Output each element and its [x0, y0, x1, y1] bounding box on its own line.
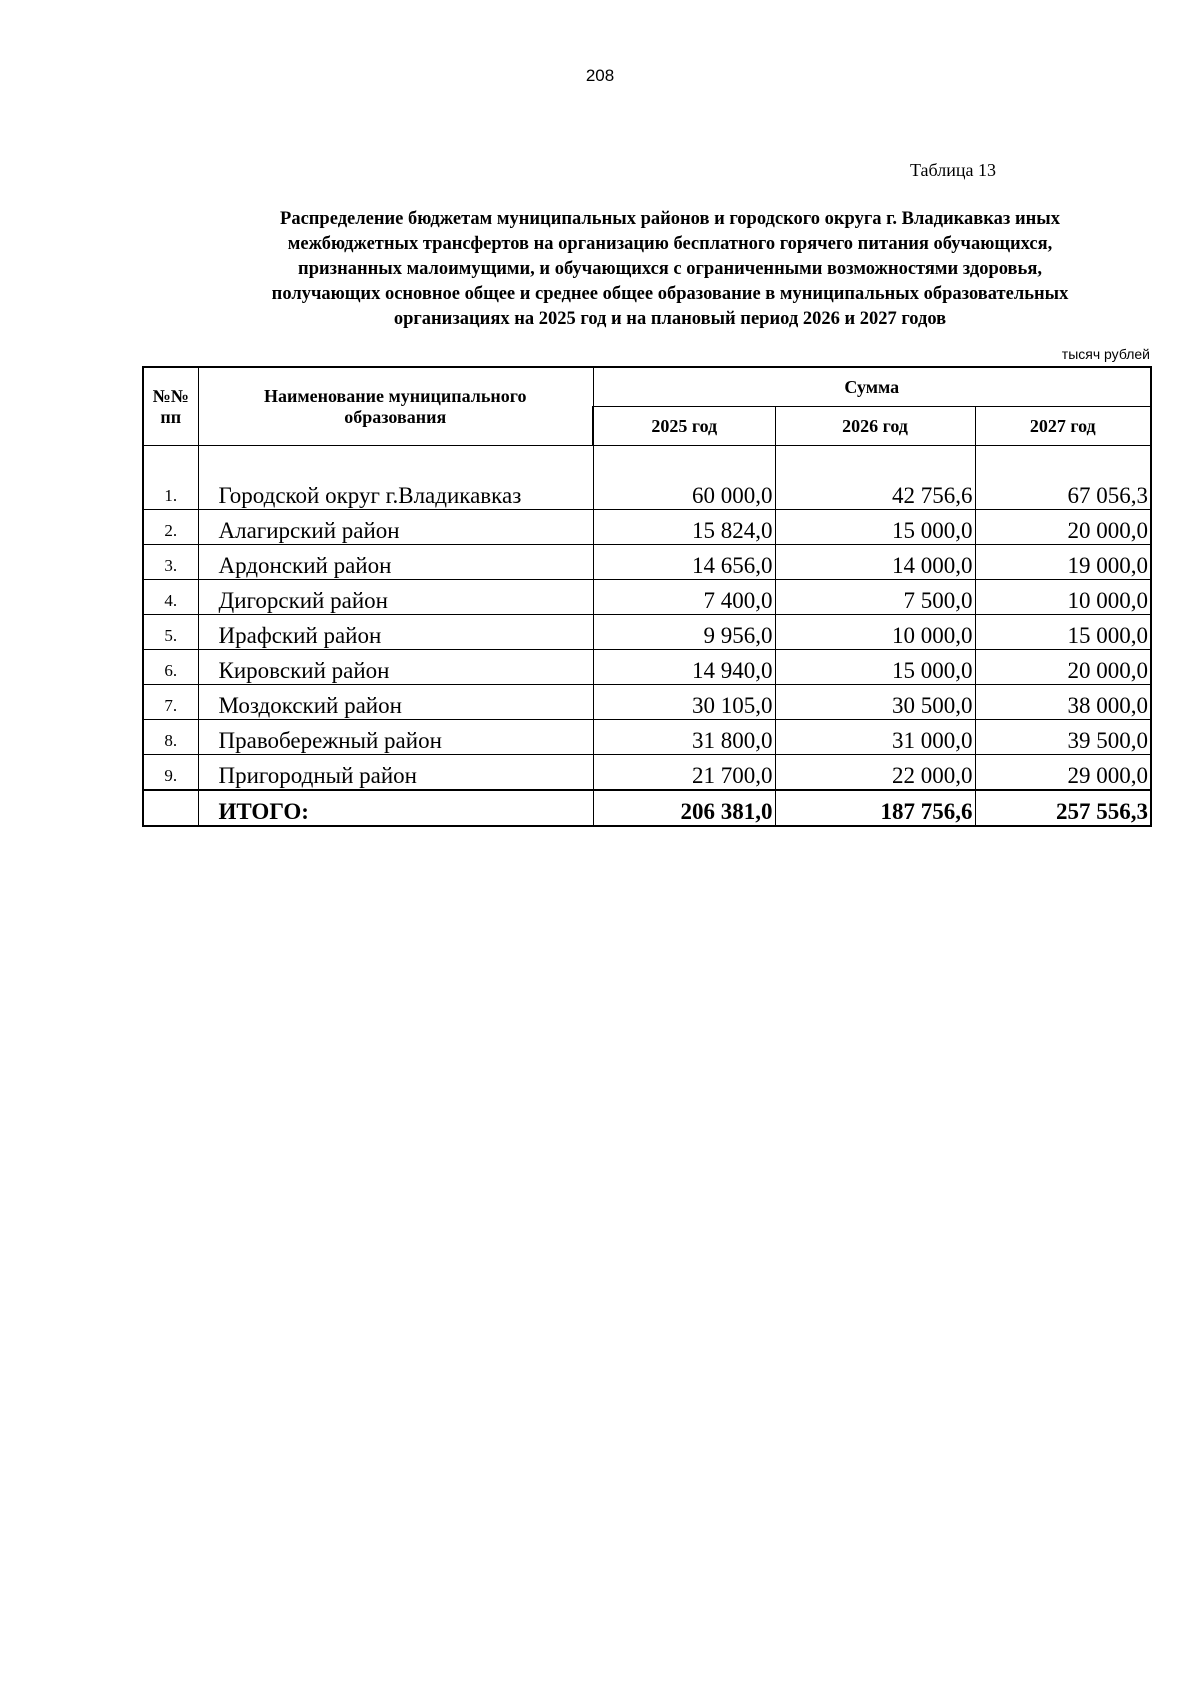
page-number: 208 — [585, 66, 615, 85]
row-number: 4. — [143, 580, 198, 615]
units-label: тысяч рублей — [1061, 346, 1150, 362]
row-number: 9. — [143, 755, 198, 791]
row-value-2027: 20 000,0 — [975, 650, 1151, 685]
row-value-2027: 10 000,0 — [975, 580, 1151, 615]
row-value-2027: 39 500,0 — [975, 720, 1151, 755]
title-line: организациях на 2025 год и на плановый период 2026 и 2027 годов — [393, 309, 947, 329]
row-value-2026: 42 756,6 — [775, 446, 975, 510]
header-name-line1: Наименование муниципального — [264, 385, 527, 406]
row-name: Городской округ г.Владикавказ — [198, 446, 593, 510]
row-value-2025: 7 400,0 — [593, 580, 775, 615]
total-value-2027: 257 556,3 — [975, 790, 1151, 826]
total-value-2025: 206 381,0 — [593, 790, 775, 826]
row-value-2026: 7 500,0 — [775, 580, 975, 615]
table-label: Таблица 13 — [910, 160, 996, 180]
row-name: Алагирский район — [198, 510, 593, 545]
header-name — [198, 367, 593, 446]
row-value-2025: 31 800,0 — [593, 720, 775, 755]
row-value-2025: 15 824,0 — [593, 510, 775, 545]
table-row — [143, 580, 1151, 615]
total-row — [143, 790, 1151, 826]
row-value-2025: 9 956,0 — [593, 615, 775, 650]
row-value-2027: 67 056,3 — [975, 446, 1151, 510]
row-value-2025: 21 700,0 — [593, 755, 775, 791]
row-value-2026: 15 000,0 — [775, 510, 975, 545]
row-value-2027: 29 000,0 — [975, 755, 1151, 791]
row-value-2027: 38 000,0 — [975, 685, 1151, 720]
header-name-line2: образования — [344, 406, 447, 427]
row-number: 1. — [143, 446, 198, 510]
row-value-2026: 30 500,0 — [775, 685, 975, 720]
row-name: Моздокский район — [198, 685, 593, 720]
document-title — [190, 207, 1150, 332]
row-number: 3. — [143, 545, 198, 580]
row-value-2026: 22 000,0 — [775, 755, 975, 791]
header-number-line2: пп — [160, 406, 182, 427]
title-line: признанных малоимущими, и обучающихся с ограниченными возможностями здоровья, — [298, 259, 1042, 279]
row-value-2026: 10 000,0 — [775, 615, 975, 650]
title-line: получающих основное общее и среднее общее образование в муниципальных образовательных — [271, 284, 1069, 304]
header-number-line1: №№ — [152, 385, 189, 406]
table-row — [143, 755, 1151, 791]
title-line: Распределение бюджетам муниципальных районов и городского округа г. Владикавказ иных — [280, 209, 1060, 229]
table-row — [143, 446, 1151, 510]
table-row — [143, 650, 1151, 685]
total-value-2026: 187 756,6 — [775, 790, 975, 826]
row-value-2025: 14 656,0 — [593, 545, 775, 580]
row-value-2025: 60 000,0 — [593, 446, 775, 510]
table-row — [143, 720, 1151, 755]
row-number: 8. — [143, 720, 198, 755]
row-number: 6. — [143, 650, 198, 685]
row-value-2026: 15 000,0 — [775, 650, 975, 685]
row-value-2025: 14 940,0 — [593, 650, 775, 685]
row-name: Правобережный район — [198, 720, 593, 755]
header-sum: Сумма — [593, 367, 1151, 407]
row-number: 2. — [143, 510, 198, 545]
row-value-2027: 15 000,0 — [975, 615, 1151, 650]
total-number-cell — [143, 790, 198, 826]
row-value-2026: 14 000,0 — [775, 545, 975, 580]
header-number — [143, 367, 198, 446]
budget-table — [142, 366, 1152, 827]
row-name: Ардонский район — [198, 545, 593, 580]
row-number: 7. — [143, 685, 198, 720]
row-number: 5. — [143, 615, 198, 650]
header-year-2025: 2025 год — [593, 407, 775, 446]
row-value-2027: 19 000,0 — [975, 545, 1151, 580]
header-year-2026: 2026 год — [775, 407, 975, 446]
title-line: межбюджетных трансфертов на организацию бесплатного горячего питания обучающихся, — [287, 234, 1053, 254]
table-row — [143, 685, 1151, 720]
total-label: ИТОГО: — [198, 790, 593, 826]
row-name: Ирафский район — [198, 615, 593, 650]
row-name: Кировский район — [198, 650, 593, 685]
row-value-2025: 30 105,0 — [593, 685, 775, 720]
row-value-2026: 31 000,0 — [775, 720, 975, 755]
table-row — [143, 615, 1151, 650]
table-row — [143, 510, 1151, 545]
header-year-2027: 2027 год — [975, 407, 1151, 446]
row-name: Пригородный район — [198, 755, 593, 791]
row-value-2027: 20 000,0 — [975, 510, 1151, 545]
row-name: Дигорский район — [198, 580, 593, 615]
table-row — [143, 545, 1151, 580]
